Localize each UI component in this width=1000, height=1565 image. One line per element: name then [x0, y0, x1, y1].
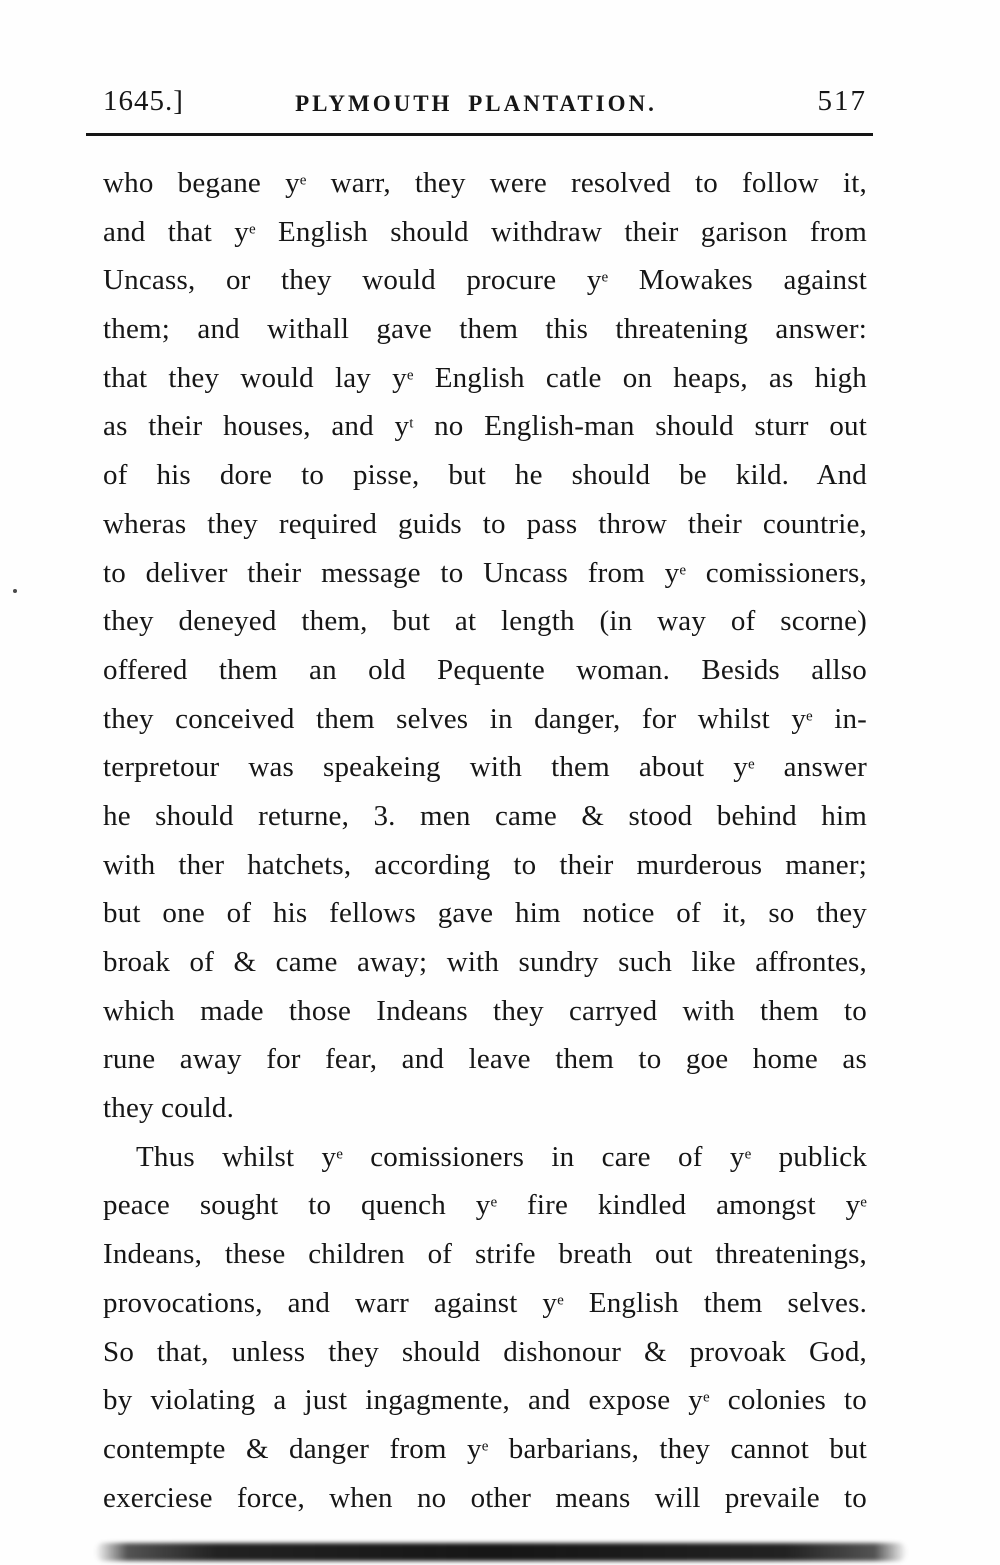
text-line: he should returne, 3. men came & stood behind him: [103, 799, 867, 832]
text-line: exerciese force, when no other means will prevaile to: [103, 1481, 867, 1514]
text-line: they deneyed them, but at length (in way of scorne): [103, 605, 867, 638]
scan-shadow-bar: [95, 1543, 907, 1561]
text-line: contempte & danger from $y^e$ barbarians, they cannot but: [103, 1432, 867, 1465]
running-head: [103, 84, 867, 118]
text-line: and that $y^e$ English should withdraw their garison from: [103, 215, 867, 248]
text-line: which made those Indeans they carryed with them to: [103, 994, 867, 1027]
body-lines: [103, 159, 867, 1522]
text-line: them; and withall gave them this threatening answer:: [103, 313, 867, 346]
header-rule: [86, 133, 873, 136]
text-line: terpretour was speakeing with them about $y^e$ answer: [103, 751, 868, 784]
text-line: Uncass, or they would procure $y^e$ Mowakes against: [103, 264, 867, 297]
text-line: to deliver their message to Uncass from $y^e$ comissioners,: [103, 556, 867, 589]
text-line: who begane $y^e$ warr, they were resolved to follow it,: [103, 167, 867, 199]
text-line: rune away for fear, and leave them to goe home as: [103, 1043, 867, 1076]
margin-speck: [13, 589, 17, 593]
text-line: by violating a just ingagmente, and expose $y^e$ colonies to: [103, 1384, 868, 1417]
text-line: broak of & came away; with sundry such like affrontes,: [103, 946, 867, 978]
text-line: wheras they required guids to pass throw their countrie,: [103, 507, 867, 540]
text-line: Indeans, these children of strife breath out threatenings,: [103, 1238, 867, 1271]
header-year-label: 1645.]: [103, 85, 184, 117]
text-line: they could.: [103, 1092, 235, 1125]
header-page-number: 517: [817, 85, 867, 117]
text-line: peace sought to quench $y^e$ fire kindled amongst $y^e$: [103, 1189, 867, 1222]
header-title: PLYMOUTH PLANTATION.: [295, 91, 657, 116]
text-line: as their houses, and $y^t$ no English-man should sturr out: [103, 410, 867, 443]
text-line: So that, unless they should dishonour & provoak God,: [103, 1335, 867, 1368]
text-line: they conceived them selves in danger, for whilst $y^e$ in-: [103, 702, 868, 735]
text-line: but one of his fellows gave him notice of it, so they: [103, 897, 867, 930]
text-line: Thus whilst $y^e$ comissioners in care of $y^e$ publick: [136, 1140, 867, 1173]
text-line: with ther hatchets, according to their murderous maner;: [103, 848, 867, 881]
text-line: provocations, and warr against $y^e$ English them selves.: [103, 1286, 868, 1319]
text-line: offered them an old Pequente woman. Besids allso: [103, 653, 867, 686]
text-line: that they would lay $y^e$ English catle on heaps, as high: [103, 361, 867, 394]
text-line: of his dore to pisse, but he should be kild. And: [103, 459, 867, 492]
